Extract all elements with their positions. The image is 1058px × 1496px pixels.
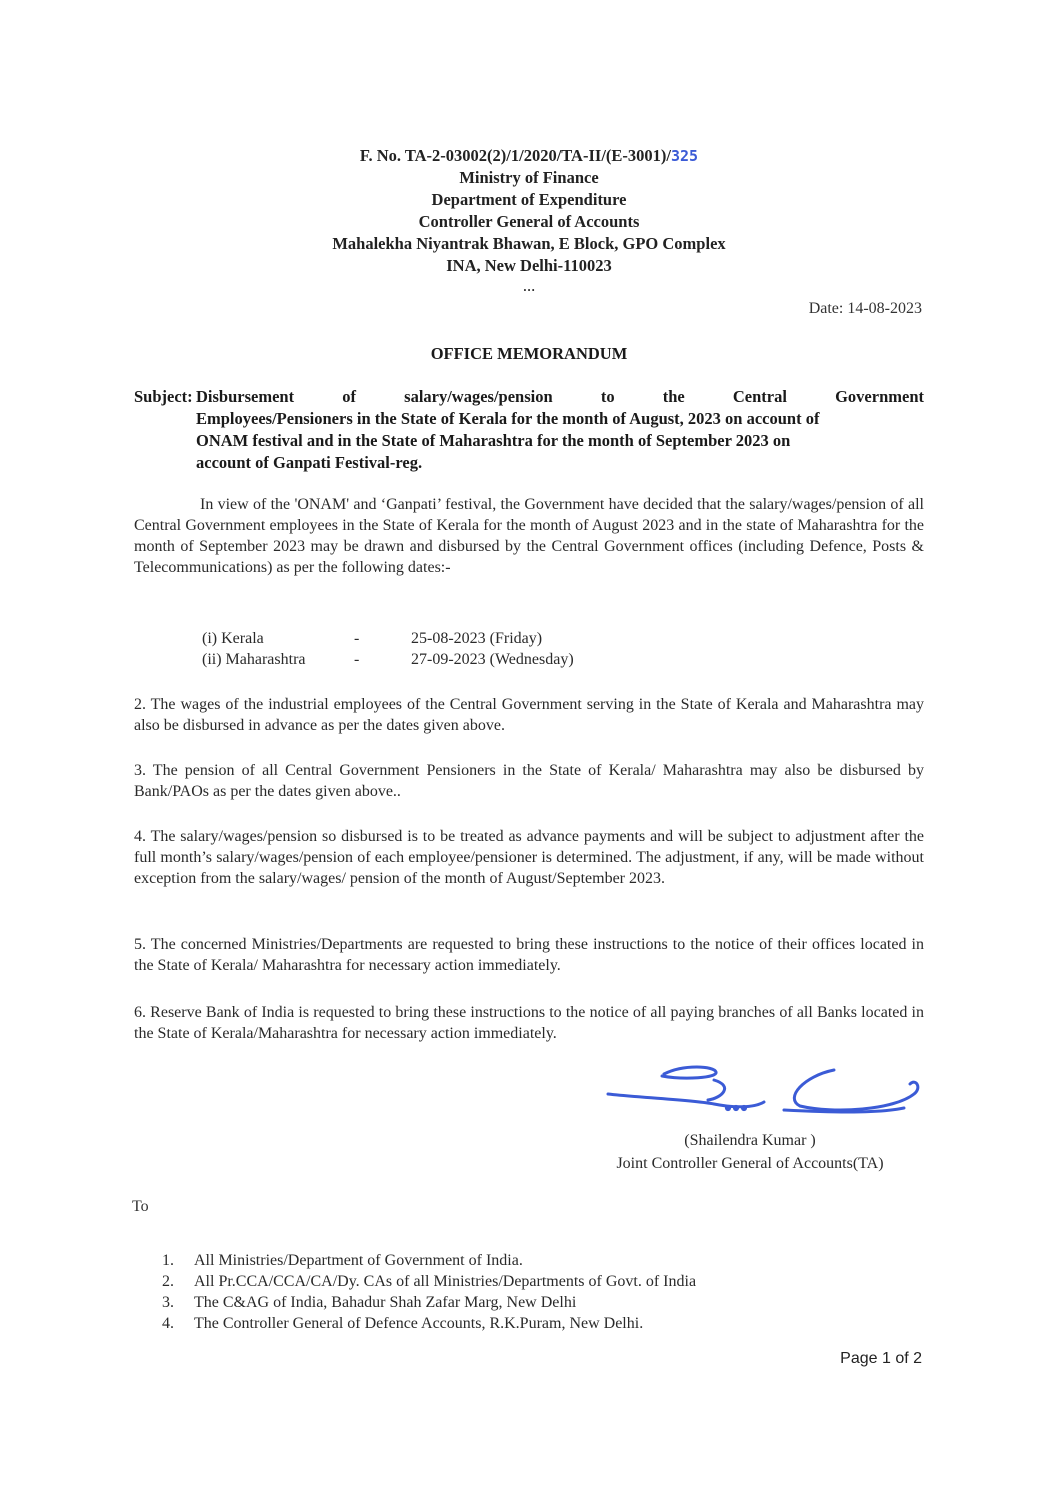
paragraph-5: 5. The concerned Ministries/Departments are requested to bring these instructions to the notice of their offices located in the State of Kerala/ Maharashtra for necessary action immediately. <box>134 936 924 974</box>
paragraph-4: 4. The salary/wages/pension so disbursed is to be treated as advance payments and will be subject to adjustment after the full month’s salary/wages/pension of each employee/pensioner is determined. The adjustment, if any, will be made without exception from the salary/wages/ pension of the month of August/September 2023. <box>134 828 924 887</box>
office-name: Controller General of Accounts <box>418 212 640 231</box>
list-item: 4. The Controller General of Defence Accounts, R.K.Puram, New Delhi. <box>162 1315 644 1332</box>
list-item: 1. All Ministries/Department of Government of India. <box>162 1252 523 1269</box>
list-item: 2. All Pr.CCA/CCA/CA/Dy. CAs of all Ministries/Departments of Govt. of India <box>162 1273 697 1290</box>
memo-title: OFFICE MEMORANDUM <box>430 344 628 363</box>
to-label: To <box>132 1198 149 1215</box>
address-line-1: Mahalekha Niyantrak Bhawan, E Block, GPO Complex <box>332 234 726 253</box>
signature-image <box>604 1058 924 1122</box>
department: Department of Expenditure <box>431 190 627 209</box>
file-number-text: F. No. TA-2-03002(2)/1/2020/TA-II/(E-3001)/ <box>359 146 671 165</box>
ministry: Ministry of Finance <box>459 168 599 187</box>
date-row-kerala: (i) Kerala - 25-08-2023 (Friday) <box>202 630 543 647</box>
signatory-designation: Joint Controller General of Accounts(TA) <box>616 1155 884 1172</box>
subject-label: Subject: <box>134 387 193 406</box>
paragraph-2: 2. The wages of the industrial employees of the Central Government serving in the State of Kerala and Maharashtra may also be disbursed in advance as per the dates given above. <box>134 696 924 734</box>
paragraph-3: 3. The pension of all Central Government Pensioners in the State of Kerala/ Maharashtra may also be disbursed by Bank/PAOs as per the dates given above.. <box>134 762 924 800</box>
signatory-name: (Shailendra Kumar ) <box>684 1132 816 1149</box>
memo-date: Date: 14-08-2023 <box>808 300 922 317</box>
subject-line-3: ONAM festival and in the State of Maharashtra for the month of September 2023 on <box>196 431 791 450</box>
subject-line-4: account of Ganpati Festival-reg. <box>196 453 423 472</box>
date-row-maharashtra: (ii) Maharashtra - 27-09-2023 (Wednesday) <box>202 651 574 668</box>
subject-line-1: Subject: Disbursement of salary/wages/pension to the Central Government <box>134 387 924 406</box>
intro-paragraph: In view of the 'ONAM' and ‘Ganpati’ festival, the Government have decided that the salary/wages/pension of all Central Government employees in the State of Kerala for the month of August 2023 and in the state of Maharashtra for the month of September 2023 may be drawn and disbursed by the Central Government offices (including Defence, Posts & Telecommunications) as per the following dates:- <box>134 496 924 576</box>
recipient-list <box>162 1250 696 1334</box>
file-number <box>0 146 1058 166</box>
list-item: 3. The C&AG of India, Bahadur Shah Zafar Marg, New Delhi <box>162 1294 577 1311</box>
file-number-handwritten: 325 <box>670 147 699 165</box>
page-number: Page 1 of 2 <box>840 1350 922 1367</box>
header-separator: ... <box>522 276 536 295</box>
address-line-2: INA, New Delhi-110023 <box>446 256 612 275</box>
dates-table <box>202 628 574 670</box>
subject-line-2: Employees/Pensioners in the State of Kerala for the month of August, 2023 on account of <box>196 409 820 428</box>
paragraph-6: 6. Reserve Bank of India is requested to bring these instructions to the notice of all paying branches of all Banks located in the State of Kerala/Maharashtra for necessary action immediately. <box>134 1004 924 1042</box>
subject-block <box>134 386 924 474</box>
